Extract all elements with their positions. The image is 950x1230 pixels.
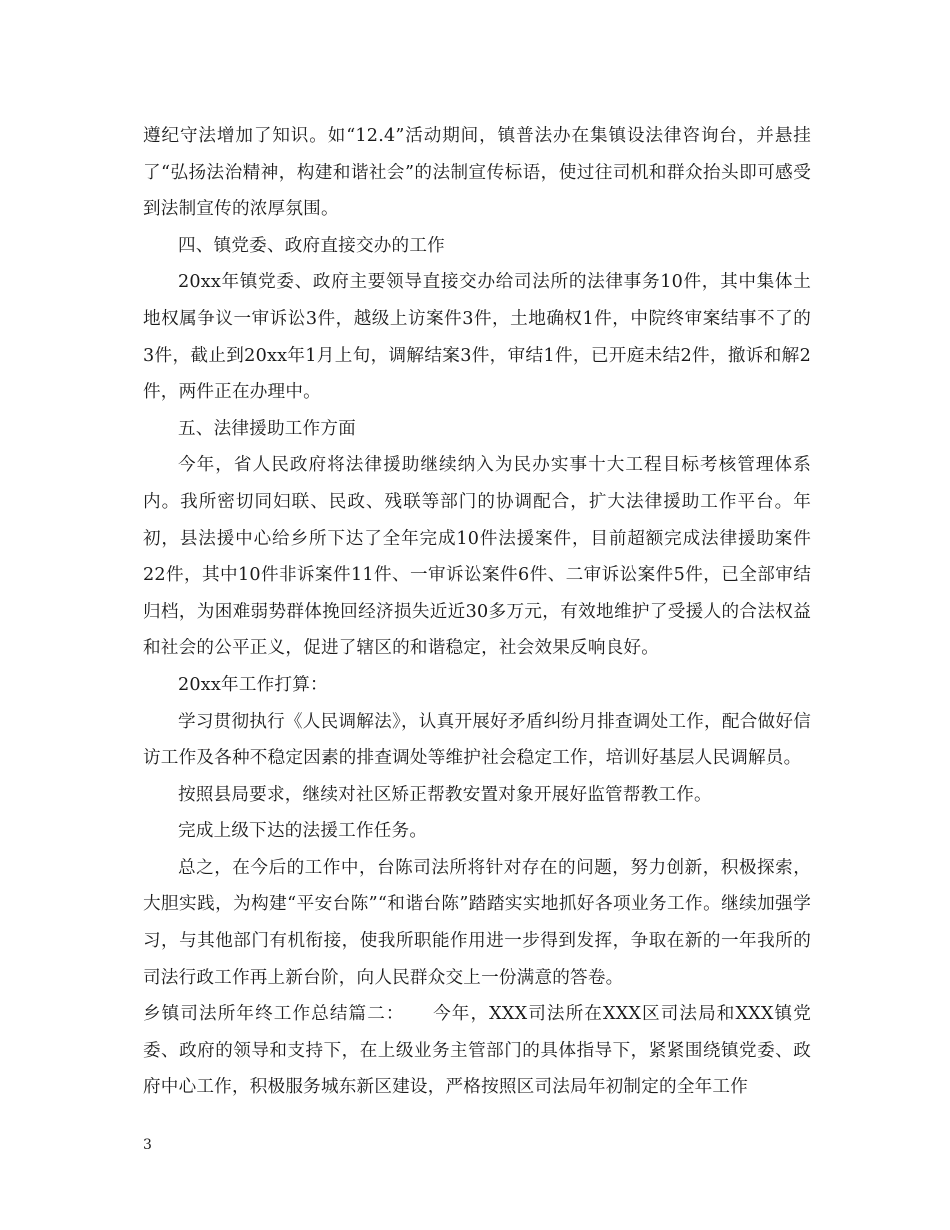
paragraph-7: 按照县局要求，继续对社区矫正帮教安置对象开展好监管帮教工作。 [178, 784, 712, 805]
paragraph-8: 完成上级下达的法援工作任务。 [178, 821, 428, 842]
paragraph-6: 学习贯彻执行《人民调解法》，认真开展好矛盾纠纷月排查调处工作，配合做好信访工作及各种不稳定因素的排查调处等维护社会稳定工作，培训好基层人民调解员。 [143, 711, 811, 769]
document-body [143, 118, 811, 1106]
section-heading-4: 四、镇党委、政府直接交办的工作 [178, 235, 445, 256]
paragraph-9: 总之，在今后的工作中，台陈司法所将针对存在的问题，努力创新，积极探索，大胆实践，为构建“平安台陈”“和谐台陈”踏踏实实地抓好各项业务工作。继续加强学习，与其他部门有机衔接，使我所职能作用进一步得到发挥，争取在新的一年我所的司法行政工作再上新台阶，向人民群众交上一份满意的答卷。 [143, 857, 811, 988]
page-number: 3 [143, 1137, 152, 1153]
paragraph-10: 乡镇司法所年终工作总结篇二： 今年，XXX司法所在XXX区司法局和XXX镇党委、政府的领导和支持下，在上级业务主管部门的具体指导下，紧紧围绕镇党委、政府中心工作，积极服务城东新区建设，严格按照区司法局年初制定的全年工作 [143, 1004, 811, 1098]
section-heading-5: 五、法律援助工作方面 [178, 418, 356, 439]
work-plan-heading: 20xx年工作打算： [178, 674, 328, 695]
paragraph-4: 今年，省人民政府将法律援助继续纳入为民办实事十大工程目标考核管理体系内。我所密切同妇联、民政、残联等部门的协调配合，扩大法律援助工作平台。年初，县法援中心给乡所下达了全年完成10件法援案件，目前超额完成法律援助案件22件，其中10件非诉案件11件、一审诉讼案件6件、二审诉讼案件5件，已全部审结归档，为困难弱势群体挽回经济损失近近30多万元，有效地维护了受援人的合法权益和社会的公平正义，促进了辖区的和谐稳定，社会效果反响良好。 [143, 455, 811, 659]
paragraph-2: 20xx年镇党委、政府主要领导直接交办给司法所的法律事务10件，其中集体土地权属争议一审诉讼3件，越级上访案件3件，土地确权1件，中院终审案结事不了的3件，截止到20xx年1月上旬，调解结案3件，审结1件，已开庭未结2件，撤诉和解2件，两件正在办理中。 [143, 272, 811, 403]
paragraph-0: 遵纪守法增加了知识。如“12.4”活动期间，镇普法办在集镇设法律咨询台，并悬挂了“弘扬法治精神，构建和谐社会”的法制宣传标语，使过往司机和群众抬头即可感受到法制宣传的浓厚氛围。 [143, 126, 811, 220]
